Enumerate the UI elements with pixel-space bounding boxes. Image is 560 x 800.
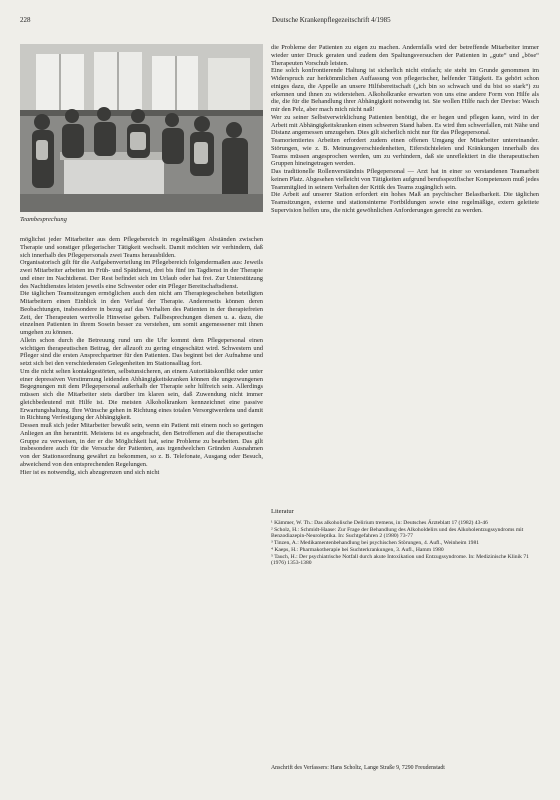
literature-item: ¹ Kämmer, W. Th.: Das alkoholische Delirium tremens, in: Deutsches Ärzteblatt 17 (1982) 43-46 [271, 520, 488, 526]
left-paragraph: Allein schon durch die Betreuung rund um die Uhr kommt dem Pflegepersonal einen wichtigen therapeutischen Beitrag, der allzuoft zu gering eingeschätzt wird. Schwestern und Pfleger sind die ersten Ansprechpartner für den Patienten. Das beginnt bei der Aufnahme und setzt sich bei den verschiedensten Gelegenheiten im Stationsalltag fort. [20, 336, 263, 367]
right-paragraph: Das traditionelle Rollenverständnis Pflegepersonal — Arzt hat in einer so verstandenen Teamarbeit keinen Platz. Abgesehen vielleicht von Tätigkeiten aufgrund berufsspezifischer Kompetenzen muß jedes Teammitglied in seinem Verhalten der Kritik des Teams zugänglich sein. [271, 168, 539, 191]
left-paragraph: Um die nicht selten kontaktgestörten, selbstunsicheren, an einem Autoritätskonflikt oder unter einer depressiven Verstimmung leidenden Abhängigkeitskranken können die ungezwungenen Begegnungen mit dem Pflegepersonal außerhalb der Therapie sehr hilfreich sein. Allerdings müssen sich die Mitarbeiter stets darüber im klaren sein, daß Zuwendung nicht immer gleichbedeutend mit Hilfe ist. Die meisten Alkoholkranken kennzeichnet eine passive Erwartungshaltung. Ihre Wünsche gehen in Richtung eines totalen Versorgtwerdens und damit in Richtung Verfestigung der Abhängigkeit. [20, 367, 263, 422]
literature-list [271, 520, 539, 567]
team-meeting-photo [20, 44, 263, 212]
left-paragraph: Die täglichen Teamsitzungen ermöglichen auch den nicht am Therapiegeschehen beteiligten Mitarbeitern einen Einblick in den Verlauf der Therapie. Andererseits können deren Beobachtungen, insbesondere in bezug auf das Verhalten des Patienten in der therapiefreien Zeit, der Therapeuten wertvolle Hinweise geben. Fallbesprechungen dienen u. a. dazu, die einzelnen Patienten in ihrem Sosein besser zu verstehen, um somit angemessener mit ihnen umgehen zu können. [20, 290, 263, 336]
literature-item: ⁵ Tauch, H.: Der psychiatrische Notfall durch akute Intoxikation und Entzugssyndrome. In: Medizinische Klinik 71 (1976) 1353-1380 [271, 553, 529, 567]
literature-item: ³ Tinzen, A.: Medikamentenbehandlung bei psychischen Störungen, 4. Aufl., Weinheim 1981 [271, 540, 480, 547]
literature-heading: Literatur [271, 508, 294, 515]
left-paragraph: Dessen muß sich jeder Mitarbeiter bewußt sein, wenn ein Patient mit einem noch so geringen Anliegen an ihn herantritt. Meistens ist es angebracht, den Betroffenen auf die therapeutische Gruppe zu verweisen, in der er die Möglichkeit hat, seine Probleme zu bearbeiten. Das gilt insbesondere auch für die Versuche der Patienten, aus irgendwelchen Gründen Ausnahmen von der Stationsordnung gewährt zu bekommen, so z. B. Telefonate, Ausgang oder Besuch, abweichend von den entsprechenden Regelungen. [20, 422, 263, 468]
right-column [271, 44, 539, 215]
left-paragraph: Hier ist es notwendig, sich abzugrenzen und sich nicht [20, 468, 160, 476]
page-number: 228 [20, 16, 31, 24]
literature-item: ⁴ Kaeps, H.: Pharmakotherapie bei Suchterkrankungen, 3. Aufl., Hamm 1980 [271, 546, 444, 553]
author-address: Anschrift des Verfassers: Hans Scholtz, Lange Straße 9, 7290 Freudenstadt [271, 765, 445, 771]
journal-title: Deutsche Krankenpflegezeitschrift 4/1985 [272, 16, 391, 24]
right-paragraph: Teamorientiertes Arbeiten erfordert zudem einen offenen Umgang der Mitarbeiter untereinander. Störungen, wie z. B. Meinungsverschiedenheiten, Eifersüchteleien und Kränkungen innerhalb des Teams müssen angesprochen werden, um zu verhindern, daß sie unreflektiert in die therapeutischen Gruppen hineingetragen werden. [271, 137, 539, 168]
left-paragraph: Organisatorisch gilt für die Aufgabenverteilung im Pflegebereich folgendermaßen aus: Jeweils zwei Mitarbeiter arbeiten im Früh- und Spätdienst, drei bis fünf im Tagdienst in der Therapie und einer im Nachtdienst. Der Rest befindet sich im Urlaub oder hat frei. Zur Unterstützung des Nachtdienstes leisten jeweils eine Schwester oder ein Pfleger Bereitschaftsdienst. [20, 259, 263, 290]
photo-illustration [20, 44, 263, 212]
left-paragraph: möglichst jeder Mitarbeiter aus dem Pflegebereich in regelmäßigen Abständen zwischen Therapie und sonstiger pflegerischer Tätigkeit wechselt. Damit möchten wir verhindern, daß sich innerhalb des Pflegepersonals zwei Teams herausbilden. [20, 236, 263, 259]
right-paragraph: Die Arbeit auf unserer Station erfordert ein hohes Maß an psychischer Belastbarkeit. Die täglichen Teamsitzungen, externe und stationsinterne Fortbildungen sowie eine regelmäßige, extern geleitete Supervision helfen uns, die nicht gewöhnlichen Anforderungen gerecht zu werden. [271, 191, 539, 214]
photo-caption: Teambesprechung [20, 216, 67, 223]
right-paragraph: die Probleme der Patienten zu eigen zu machen. Andernfalls wird der betreffende Mitarbeiter immer wieder unter Druck geraten und zudem den Spaltungsversuchen der Patienten in „gute“ und „böse“ Therapeuten Vorschub leisten. [271, 44, 539, 67]
right-paragraph: Wer zu seiner Selbstverwirklichung Patienten benötigt, die er hegen und pflegen kann, wird in der Arbeit mit Abhängigkeitskranken einen schweren Stand haben. Es wird ihm schwerfallen, mit Nähe und Distanz angemessen umzugehen. Dies gilt sicherlich nicht nur für das Pflegepersonal. [271, 113, 539, 137]
right-paragraph: Eine solch konfrontierende Haltung ist sicherlich nicht einfach; sie steht im Grunde genommen im Widerspruch zur herkömmlichen Auffassung von pflegerischer, helfender Tätigkeit. Es gehört schon einiges dazu, die Appelle an unsere Hilfsbereitschaft („ich bin so schwach und du bist so stark“) zu erkennen und ihnen zu widerstehen. Alkoholkranke erwarten von uns eine andere Form von Hilfe als die, die für die Behandlung ihrer Abhängigkeit notwendig ist. Sie wollen Hilfe nach der Devise: Wasch mir den Pelz, aber mach mich nicht naß! [271, 67, 539, 113]
literature-item: ² Scholz, H.: Schmidt-Haase: Zur Frage der Behandlung des Alkoholdelirs und des Alkoholentzugssyndroms mit Benzodiazepin-Neuroleptika. In: Suchtgefahren 2 (1980) 73-77 [271, 526, 524, 540]
left-column [20, 236, 263, 476]
